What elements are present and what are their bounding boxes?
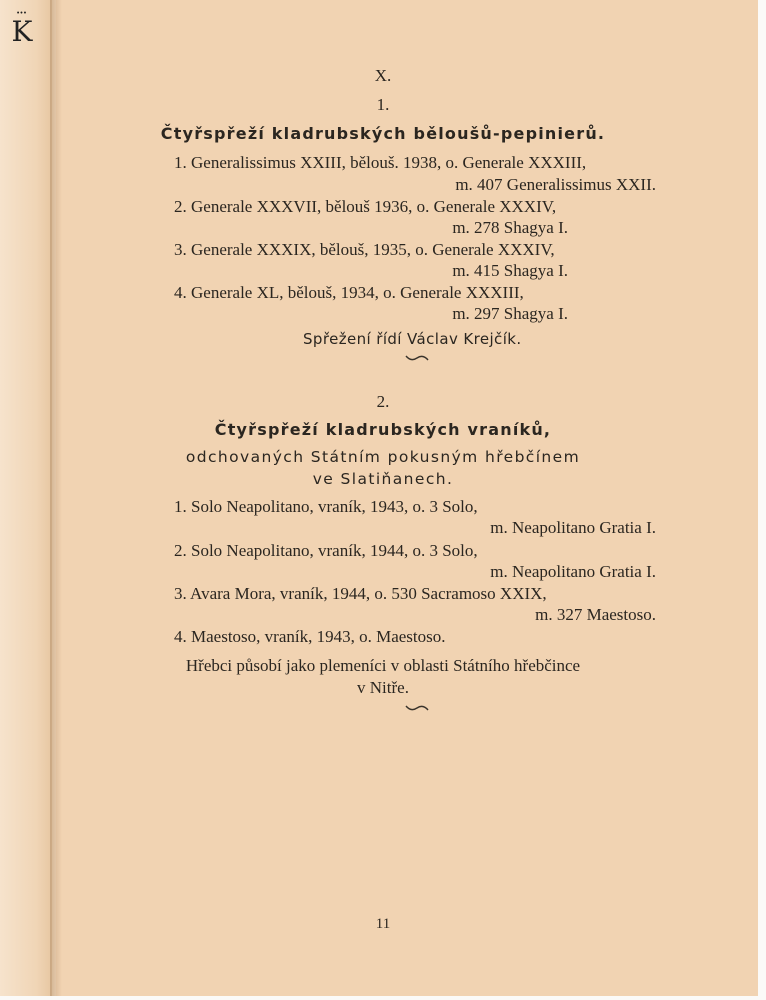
s2-entry-4-line1: 4. Maestoso, vraník, 1943, o. Maestoso. [174,627,446,646]
scan-edge-right [758,0,766,1000]
library-stamp-logo [9,10,35,48]
section-2-subtitle-1: odchovaných Státním pokusným hřebčínem [185,448,581,466]
section-2-subtitle-2: ve Slatiňanech. [312,470,454,488]
s1-entry-4-line2: m. 297 Shagya I. [452,304,568,323]
s1-entry-1-line2: m. 407 Generalissimus XXII. [455,175,656,194]
s1-entry-3-line2: m. 415 Shagya I. [452,261,568,280]
section-2-note-line-2: v Nitře. [357,678,409,697]
s1-entry-4-line1: 4. Generale XL, bělouš, 1934, o. Generale XXXIII, [174,283,524,302]
s1-entry-3-line1: 3. Generale XXXIX, bělouš, 1935, o. Generale XXXIV, [174,240,555,259]
section-1-number: 1. [376,95,390,114]
logo-dots: ••• [16,10,28,17]
ornament-divider-2 [405,703,429,713]
logo-letter: K [11,15,33,48]
s2-entry-3-line1: 3. Avara Mora, vraník, 1944, o. 530 Sacramoso XXIX, [174,584,547,603]
section-1-heading: Čtyřspřeží kladrubských běloušů-pepinierů. [160,124,606,143]
s1-entry-1-line1: 1. Generalissimus XXIII, bělouš. 1938, o. Generale XXXIII, [174,153,587,172]
s2-entry-1-line2: m. Neapolitano Gratia I. [490,518,656,537]
left-page-margin [0,0,52,1000]
s2-entry-2-line2: m. Neapolitano Gratia I. [490,562,656,581]
section-1-driver: Spřežení řídí Václav Krejčík. [303,330,522,348]
scan-edge-bottom [0,996,766,1000]
page-number: 11 [375,916,391,932]
section-2-heading: Čtyřspřeží kladrubských vraníků, [214,420,552,439]
s1-entry-2-line2: m. 278 Shagya I. [452,218,568,237]
s1-entry-2-line1: 2. Generale XXXVII, bělouš 1936, o. Generale XXXIV, [174,197,557,216]
page-fold-shadow [50,0,62,1000]
s2-entry-1-line1: 1. Solo Neapolitano, vraník, 1943, o. 3 Solo, [174,497,478,516]
section-2-note-line-1: Hřebci působí jako plemeníci v oblasti Státního hřebčince [185,656,581,675]
s2-entry-2-line1: 2. Solo Neapolitano, vraník, 1944, o. 3 Solo, [174,541,478,560]
chapter-number: X. [374,66,392,85]
section-2-number: 2. [376,392,390,411]
ornament-divider-1 [405,353,429,363]
s2-entry-3-line2: m. 327 Maestoso. [535,605,656,624]
